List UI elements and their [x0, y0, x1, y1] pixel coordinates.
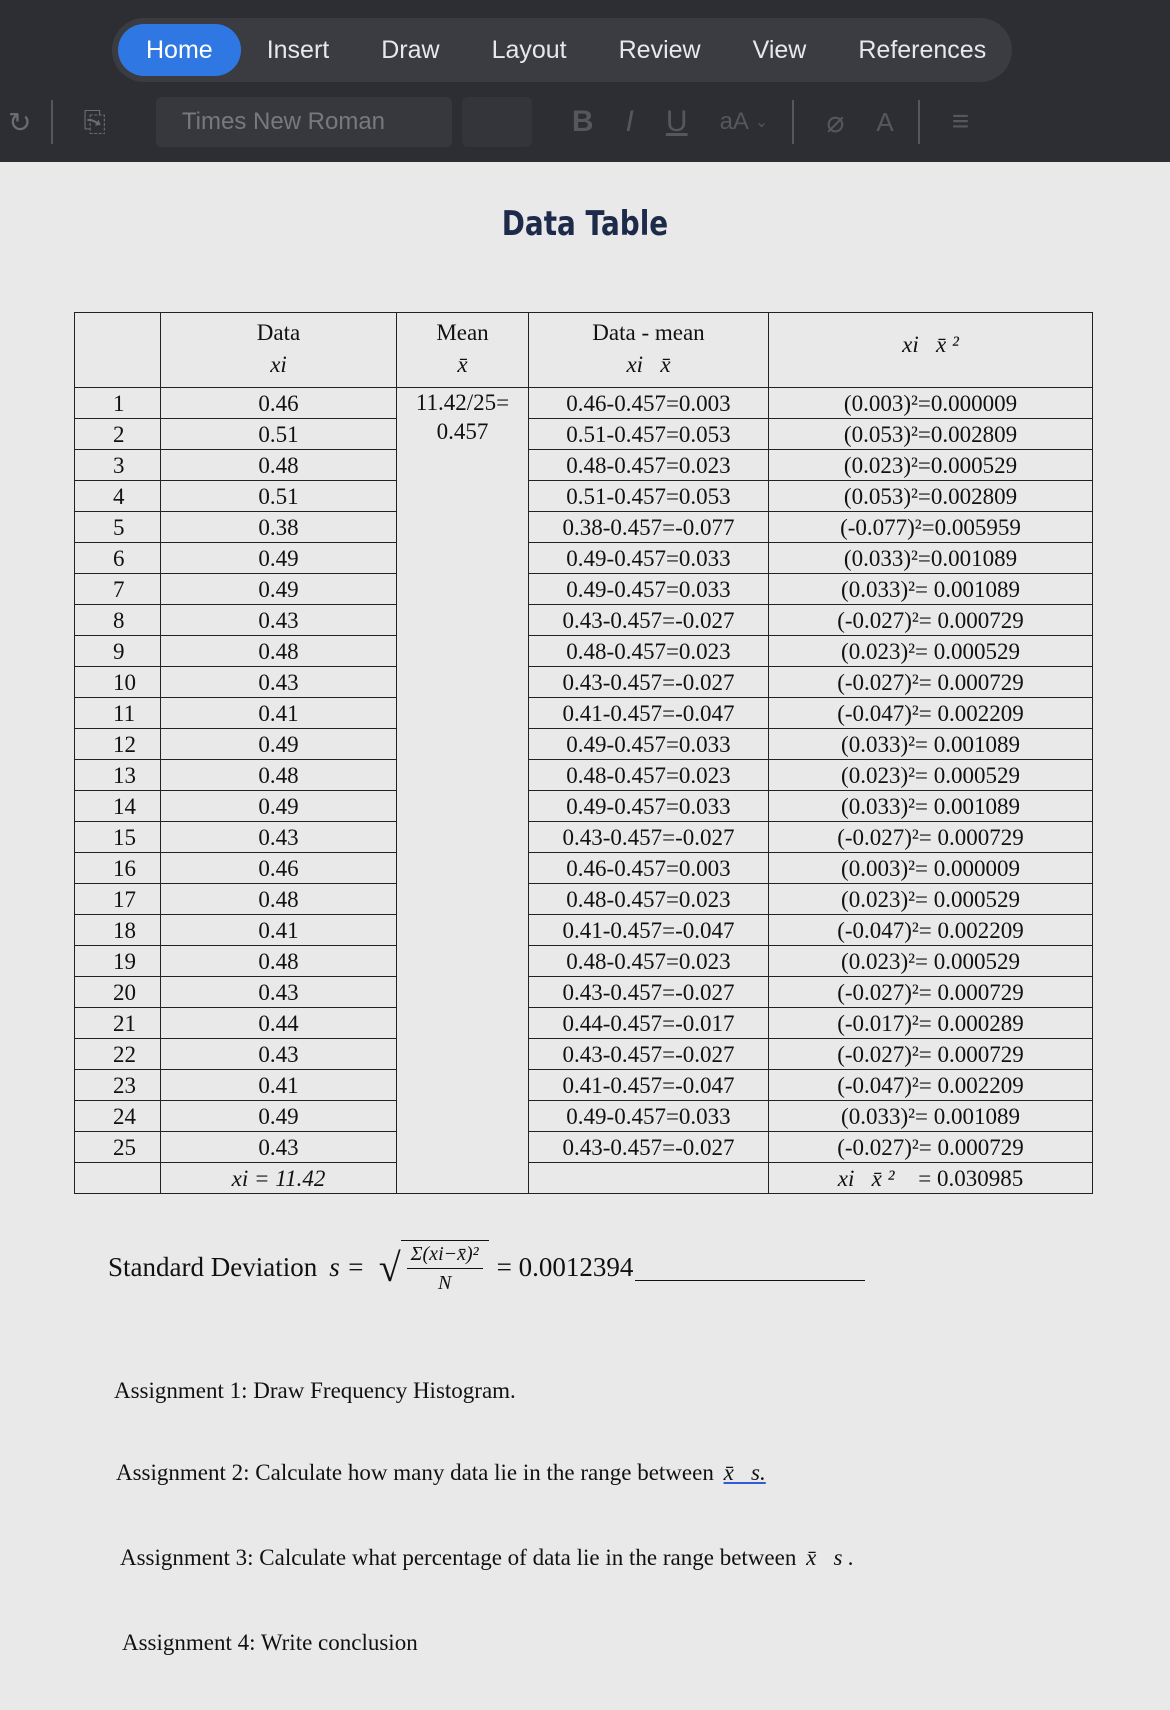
row-squared-deviation: (-0.047)²= 0.002209 — [769, 1070, 1093, 1101]
sum-index-cell — [75, 1163, 161, 1194]
table-row — [75, 667, 1093, 698]
row-index: 4 — [75, 481, 161, 512]
row-data-value: 0.43 — [161, 1132, 397, 1163]
index-header — [75, 313, 161, 388]
sum-sq-symbol: xi x̄ ² — [837, 1165, 895, 1191]
row-deviation: 0.48-0.457=0.023 — [529, 450, 769, 481]
sum-row — [75, 1163, 1093, 1194]
table-body — [75, 388, 1093, 1163]
assignment-2-text: Assignment 2: Calculate how many data lie in the range between — [116, 1460, 714, 1485]
row-data-value: 0.43 — [161, 1039, 397, 1070]
row-index: 5 — [75, 512, 161, 543]
tab-view[interactable]: View — [752, 36, 807, 64]
sd-symbol: s = — [329, 1252, 365, 1282]
sum-x: xi = 11.42 — [231, 1165, 326, 1191]
row-index: 24 — [75, 1101, 161, 1132]
row-data-value: 0.44 — [161, 1008, 397, 1039]
row-deviation: 0.48-0.457=0.023 — [529, 884, 769, 915]
row-deviation: 0.48-0.457=0.023 — [529, 760, 769, 791]
row-index: 18 — [75, 915, 161, 946]
row-squared-deviation: (-0.027)²= 0.000729 — [769, 1132, 1093, 1163]
table-row — [75, 1132, 1093, 1163]
row-index: 14 — [75, 791, 161, 822]
table-row — [75, 1008, 1093, 1039]
mean-value-line1: 11.42/25= — [415, 390, 510, 415]
row-index: 25 — [75, 1132, 161, 1163]
row-deviation: 0.48-0.457=0.023 — [529, 946, 769, 977]
sd-answer-line — [635, 1254, 865, 1281]
redo-icon[interactable]: ↻ — [8, 106, 32, 138]
row-deviation: 0.49-0.457=0.033 — [529, 791, 769, 822]
row-deviation: 0.43-0.457=-0.027 — [529, 977, 769, 1008]
row-squared-deviation: (0.053)²=0.002809 — [769, 419, 1093, 450]
row-data-value: 0.48 — [161, 760, 397, 791]
data-header — [161, 313, 397, 388]
squared-header — [769, 313, 1093, 388]
row-index: 6 — [75, 543, 161, 574]
row-deviation: 0.43-0.457=-0.027 — [529, 1132, 769, 1163]
data-table — [74, 312, 1093, 1194]
assignment-2 — [116, 1460, 766, 1486]
row-index: 11 — [75, 698, 161, 729]
mean-header-label: Mean — [436, 320, 489, 345]
bold-button[interactable]: B — [571, 105, 594, 138]
row-squared-deviation: (0.023)²= 0.000529 — [769, 636, 1093, 667]
row-deviation: 0.43-0.457=-0.027 — [529, 1039, 769, 1070]
row-data-value: 0.49 — [161, 574, 397, 605]
row-squared-deviation: (0.023)²= 0.000529 — [769, 760, 1093, 791]
format-painter-icon[interactable]: ⎘ — [83, 105, 106, 137]
row-index: 1 — [75, 388, 161, 419]
italic-button[interactable]: I — [625, 105, 634, 138]
paragraph-icon[interactable]: ≡ — [951, 105, 970, 138]
row-data-value: 0.51 — [161, 419, 397, 450]
row-squared-deviation: (0.023)²=0.000529 — [769, 450, 1093, 481]
sd-result: = 0.0012394 — [496, 1252, 634, 1282]
deviation-header-label: Data - mean — [592, 320, 705, 345]
row-data-value: 0.41 — [161, 915, 397, 946]
assignment-3 — [120, 1545, 854, 1571]
row-deviation: 0.41-0.457=-0.047 — [529, 698, 769, 729]
row-index: 22 — [75, 1039, 161, 1070]
row-index: 17 — [75, 884, 161, 915]
table-row — [75, 388, 1093, 419]
document-title: Data Table — [501, 204, 669, 244]
tab-references[interactable]: References — [858, 36, 987, 64]
table-row — [75, 760, 1093, 791]
row-data-value: 0.49 — [161, 543, 397, 574]
row-deviation: 0.49-0.457=0.033 — [529, 729, 769, 760]
row-data-value: 0.46 — [161, 853, 397, 884]
row-data-value: 0.48 — [161, 946, 397, 977]
tab-draw[interactable]: Draw — [381, 36, 440, 64]
sqrt-icon: √ — [378, 1245, 401, 1290]
tab-home[interactable]: Home — [118, 24, 241, 76]
assignment-3-text: Assignment 3: Calculate what percentage of data lie in the range between — [120, 1545, 797, 1570]
row-squared-deviation: (-0.027)²= 0.000729 — [769, 1039, 1093, 1070]
row-deviation: 0.44-0.457=-0.017 — [529, 1008, 769, 1039]
row-index: 13 — [75, 760, 161, 791]
table-row — [75, 853, 1093, 884]
row-squared-deviation: (0.023)²= 0.000529 — [769, 884, 1093, 915]
row-index: 9 — [75, 636, 161, 667]
row-squared-deviation: (0.003)²=0.000009 — [769, 388, 1093, 419]
standard-deviation-line — [108, 1240, 865, 1295]
mean-cell — [397, 388, 529, 1163]
row-squared-deviation: (-0.027)²= 0.000729 — [769, 605, 1093, 636]
row-data-value: 0.43 — [161, 822, 397, 853]
row-index: 20 — [75, 977, 161, 1008]
underline-button[interactable]: U — [665, 105, 688, 138]
format-toolbar — [0, 94, 1170, 150]
mean-header — [397, 313, 529, 388]
row-deviation: 0.49-0.457=0.033 — [529, 543, 769, 574]
row-data-value: 0.43 — [161, 605, 397, 636]
row-deviation: 0.48-0.457=0.023 — [529, 636, 769, 667]
font-color-icon[interactable]: A — [876, 106, 894, 137]
tab-layout[interactable]: Layout — [491, 36, 567, 64]
row-deviation: 0.51-0.457=0.053 — [529, 419, 769, 450]
row-data-value: 0.41 — [161, 698, 397, 729]
highlight-icon[interactable]: ⌀ — [826, 105, 845, 139]
assignment-2-symbol: x̄ s. — [723, 1460, 766, 1485]
table-row — [75, 636, 1093, 667]
row-squared-deviation: (-0.047)²= 0.002209 — [769, 915, 1093, 946]
ribbon-tabs — [112, 18, 1012, 82]
row-deviation: 0.38-0.457=-0.077 — [529, 512, 769, 543]
toolbar-divider — [792, 100, 794, 144]
sd-fraction — [401, 1240, 489, 1295]
sd-label: Standard Deviation — [108, 1252, 318, 1282]
table-row — [75, 419, 1093, 450]
row-squared-deviation: (0.033)²= 0.001089 — [769, 791, 1093, 822]
row-deviation: 0.41-0.457=-0.047 — [529, 1070, 769, 1101]
assignment-3-symbol: x̄ s . — [806, 1545, 854, 1570]
sum-dev-cell — [529, 1163, 769, 1194]
row-deviation: 0.49-0.457=0.033 — [529, 574, 769, 605]
table-row — [75, 543, 1093, 574]
assignment-4: Assignment 4: Write conclusion — [122, 1630, 418, 1655]
data-header-symbol: xi — [270, 352, 287, 377]
table-row — [75, 822, 1093, 853]
table-row — [75, 1039, 1093, 1070]
table-row — [75, 729, 1093, 760]
row-squared-deviation: (0.033)²= 0.001089 — [769, 574, 1093, 605]
sum-mean-cell — [397, 1163, 529, 1194]
row-deviation: 0.43-0.457=-0.027 — [529, 667, 769, 698]
row-index: 10 — [75, 667, 161, 698]
row-data-value: 0.38 — [161, 512, 397, 543]
mean-value-line2: 0.457 — [436, 419, 489, 444]
tab-review[interactable]: Review — [618, 36, 701, 64]
row-squared-deviation: (0.033)²= 0.001089 — [769, 729, 1093, 760]
table-row — [75, 977, 1093, 1008]
row-index: 21 — [75, 1008, 161, 1039]
table-row — [75, 605, 1093, 636]
font-size-select[interactable] — [462, 97, 532, 147]
table-row — [75, 574, 1093, 605]
table-row — [75, 915, 1093, 946]
deviation-header — [529, 313, 769, 388]
row-deviation: 0.43-0.457=-0.027 — [529, 822, 769, 853]
sd-numerator: Σ(xi−x̄)² — [407, 1243, 483, 1269]
row-data-value: 0.46 — [161, 388, 397, 419]
row-index: 8 — [75, 605, 161, 636]
sd-formula — [379, 1240, 489, 1295]
table-header-row — [75, 313, 1093, 388]
table-row — [75, 791, 1093, 822]
squared-header-symbol: xi x̄ ² — [902, 332, 959, 357]
row-index: 16 — [75, 853, 161, 884]
font-name-select[interactable]: Times New Roman — [156, 97, 452, 147]
row-data-value: 0.41 — [161, 1070, 397, 1101]
row-squared-deviation: (0.053)²=0.002809 — [769, 481, 1093, 512]
font-size-change-button[interactable]: aA — [719, 108, 749, 135]
row-squared-deviation: (-0.017)²= 0.000289 — [769, 1008, 1093, 1039]
row-deviation: 0.46-0.457=0.003 — [529, 853, 769, 884]
data-header-label: Data — [256, 320, 301, 345]
row-data-value: 0.48 — [161, 636, 397, 667]
row-deviation: 0.51-0.457=0.053 — [529, 481, 769, 512]
mean-header-symbol: x̄ — [457, 352, 468, 377]
table-row — [75, 946, 1093, 977]
table-row — [75, 512, 1093, 543]
table-row — [75, 1070, 1093, 1101]
row-squared-deviation: (0.003)²= 0.000009 — [769, 853, 1093, 884]
tab-insert[interactable]: Insert — [266, 36, 330, 64]
row-index: 23 — [75, 1070, 161, 1101]
row-squared-deviation: (0.033)²= 0.001089 — [769, 1101, 1093, 1132]
row-data-value: 0.49 — [161, 791, 397, 822]
row-deviation: 0.49-0.457=0.033 — [529, 1101, 769, 1132]
row-index: 3 — [75, 450, 161, 481]
sum-sq-cell — [769, 1163, 1093, 1194]
row-deviation: 0.43-0.457=-0.027 — [529, 605, 769, 636]
toolbar-divider — [918, 100, 920, 144]
row-index: 12 — [75, 729, 161, 760]
row-squared-deviation: (-0.027)²= 0.000729 — [769, 667, 1093, 698]
table-row — [75, 481, 1093, 512]
sum-x-cell — [161, 1163, 397, 1194]
row-squared-deviation: (-0.077)²=0.005959 — [769, 512, 1093, 543]
row-deviation: 0.41-0.457=-0.047 — [529, 915, 769, 946]
row-squared-deviation: (-0.047)²= 0.002209 — [769, 698, 1093, 729]
row-squared-deviation: (0.023)²= 0.000529 — [769, 946, 1093, 977]
row-deviation: 0.46-0.457=0.003 — [529, 388, 769, 419]
table-row — [75, 884, 1093, 915]
row-squared-deviation: (0.033)²=0.001089 — [769, 543, 1093, 574]
sd-denominator: N — [437, 1272, 452, 1294]
table-row — [75, 698, 1093, 729]
ribbon-toolbar — [0, 0, 1170, 162]
row-data-value: 0.49 — [161, 729, 397, 760]
row-data-value: 0.43 — [161, 977, 397, 1008]
table-row — [75, 1101, 1093, 1132]
row-data-value: 0.49 — [161, 1101, 397, 1132]
row-data-value: 0.48 — [161, 450, 397, 481]
sum-sq-value: = 0.030985 — [918, 1165, 1024, 1191]
row-squared-deviation: (-0.027)²= 0.000729 — [769, 822, 1093, 853]
toolbar-divider — [51, 100, 53, 144]
row-index: 2 — [75, 419, 161, 450]
row-index: 15 — [75, 822, 161, 853]
row-index: 7 — [75, 574, 161, 605]
row-data-value: 0.48 — [161, 884, 397, 915]
deviation-header-symbol: xi x̄ — [626, 352, 671, 377]
row-index: 19 — [75, 946, 161, 977]
chevron-down-icon[interactable]: ⌄ — [754, 114, 769, 131]
row-squared-deviation: (-0.027)²= 0.000729 — [769, 977, 1093, 1008]
row-data-value: 0.51 — [161, 481, 397, 512]
assignment-1: Assignment 1: Draw Frequency Histogram. — [114, 1378, 516, 1403]
table-row — [75, 450, 1093, 481]
row-data-value: 0.43 — [161, 667, 397, 698]
